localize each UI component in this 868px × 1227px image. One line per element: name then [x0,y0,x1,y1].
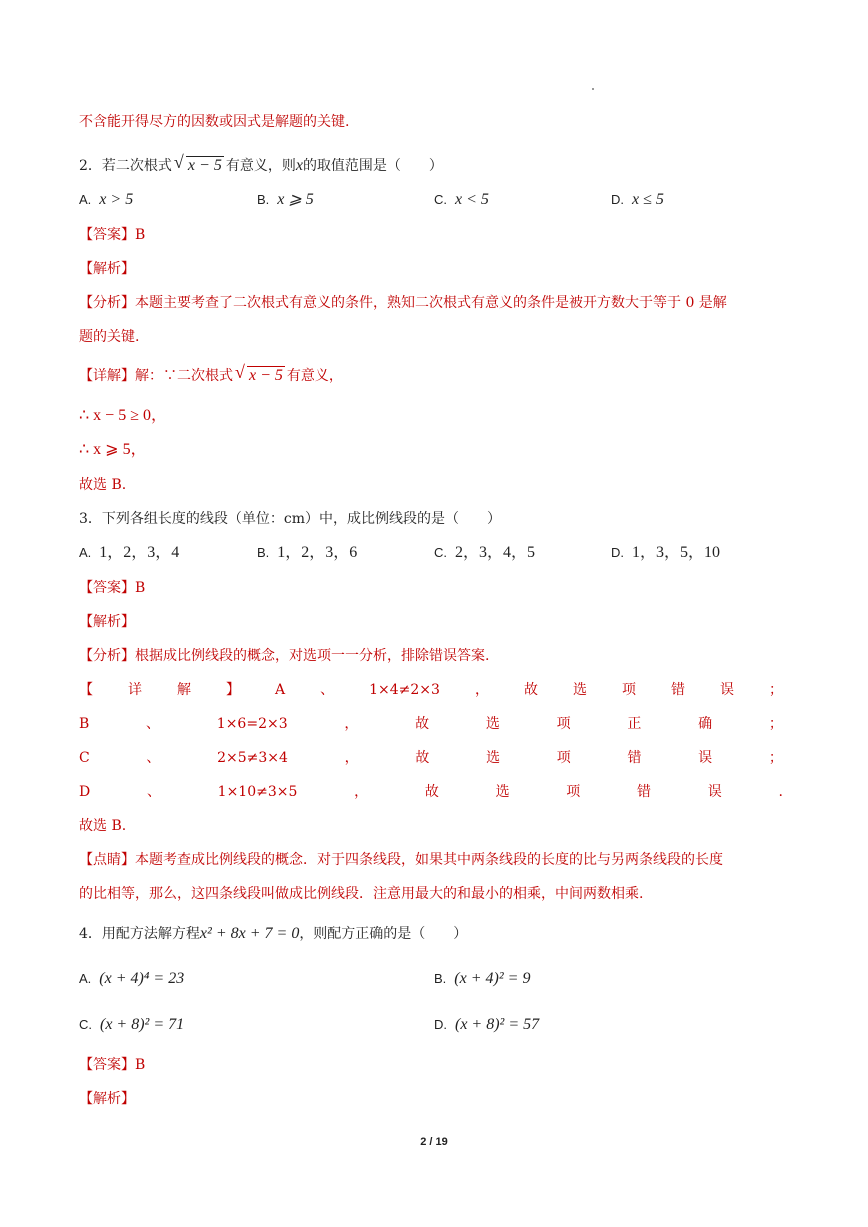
option-c: C. 2，3，4，5 [434,544,536,561]
detail-token: 选 [486,750,501,766]
option-d: D. 1，3，5，10 [611,544,721,561]
detail-token: 、 [320,682,335,698]
question-4-stem: 4．用配方法解方程x² + 8x + 7 = 0，则配方正确的是（ ） [79,925,468,942]
detail-token: 详 [128,682,142,698]
detail-token: 故 [523,682,538,698]
sqrt-expression: √ x − 5 [235,362,283,384]
text-line: 不含能开得尽方的因数或因式是解题的关键. [79,114,350,130]
detail-token: 误 [707,784,722,800]
option-a: A. x > 5 [79,191,134,208]
remark-text-cont: 的比相等，那么，这四条线段叫做成比例线段．注意用最大的和最小的相乘，中间两数相乘. [79,886,644,902]
detail-token: ， [344,750,359,766]
option-d: D. (x + 8)² = 57 [434,1016,540,1033]
detail-token: C [79,750,90,766]
step-line: ∴ x − 5 ≥ 0， [79,407,167,424]
option-a: A. (x + 4)⁴ = 23 [79,970,185,987]
question-3-stem: 3．下列各组长度的线段（单位：cm）中，成比例线段的是（ ） [79,511,502,527]
q2-prefix: 2．若二次根式 [79,158,172,174]
detail-token: 选 [495,784,510,800]
detail-token: 1×10≠3×5 [217,784,298,800]
detail-token: 、 [146,716,161,732]
remark-text: 【点睛】本题考查成比例线段的概念．对于四条线段，如果其中两条线段的长度的比与另两条线段的长度 [79,852,723,868]
step-line: ∴ x ⩾ 5， [79,441,147,458]
detail-token: 错 [627,750,642,766]
detail-row [79,680,783,700]
option-b: B. 1，2，3，6 [257,544,358,561]
detail-token: 项 [566,784,581,800]
variable: x [295,157,303,174]
option-b: B. x ⩾ 5 [257,191,314,208]
detail-token: 误 [698,750,713,766]
detail-token: 项 [621,682,636,698]
detail-row [79,782,783,802]
detail-token: 选 [572,682,587,698]
detail-token: 错 [637,784,651,800]
analysis-text: 【分析】本题主要考查了二次根式有意义的条件，熟知二次根式有意义的条件是被开方数大于等于 0 是解 [79,295,727,311]
option-b: B. (x + 4)² = 9 [434,970,531,987]
detail-token: . [778,784,783,800]
page-number: 2 / 19 [420,1136,448,1148]
detail-token: ， [474,682,489,698]
conclusion: 故选 B. [79,818,127,834]
detail-token: 、 [146,784,161,800]
detail-token: ， [354,784,369,800]
analysis-text: 【分析】根据成比例线段的概念，对选项一一分析，排除错误答案. [79,648,490,664]
detail-token: 故 [415,750,430,766]
detail-token: 2×5≠3×4 [217,750,288,766]
detail-row [79,748,783,768]
detail-token: ， [344,716,359,732]
detail-token: 1×6=2×3 [216,716,288,732]
detail-token: 【 [79,682,93,698]
analysis-text-cont: 题的关键. [79,329,140,345]
detail-token: 误 [719,682,734,698]
detail-token: 选 [485,716,500,732]
detail-token: 确 [698,716,713,732]
detail-token: ； [768,750,783,766]
detail-token: 项 [556,716,571,732]
answer-label: 【答案】B [79,580,146,596]
radicand: x − 5 [187,157,222,174]
q2-suffix: 的取值范围是（ ） [302,158,443,174]
detail-token: D [79,784,91,800]
option-c: C. (x + 8)² = 71 [79,1016,185,1033]
sqrt-expression: √ x − 5 [173,152,222,174]
option-c: C. x < 5 [434,191,489,208]
detail-token: B [79,716,90,732]
answer-label: 【答案】B [79,1057,146,1073]
detail-token: 、 [146,750,161,766]
detail-token: 解 [177,682,191,698]
analysis-label: 【解析】 [79,261,135,277]
detail-token: 错 [670,682,685,698]
detail-token: 正 [627,716,642,732]
analysis-label: 【解析】 [79,614,135,630]
option-a: A. 1，2，3，4 [79,544,180,561]
detail-token: 故 [424,784,439,800]
detail-token: A [275,682,286,698]
analysis-label: 【解析】 [79,1091,135,1107]
option-d: D. x ≤ 5 [611,191,664,208]
detail-token: 】 [226,682,240,698]
detail-line: 【详解】解：∵二次根式 √ x − 5 有意义， [79,362,343,384]
detail-token: ； [768,716,783,732]
detail-token: ； [768,682,783,698]
detail-token: 1×4≠2×3 [369,682,440,698]
q2-mid: 有意义，则 [225,158,296,174]
question-2-stem [79,152,443,176]
scan-dot [592,88,594,90]
conclusion: 故选 B. [79,477,127,493]
answer-label: 【答案】B [79,227,146,243]
detail-token: 项 [556,750,571,766]
equation: x² + 8x + 7 = 0 [199,925,300,942]
detail-row [79,714,783,734]
detail-token: 故 [415,716,430,732]
